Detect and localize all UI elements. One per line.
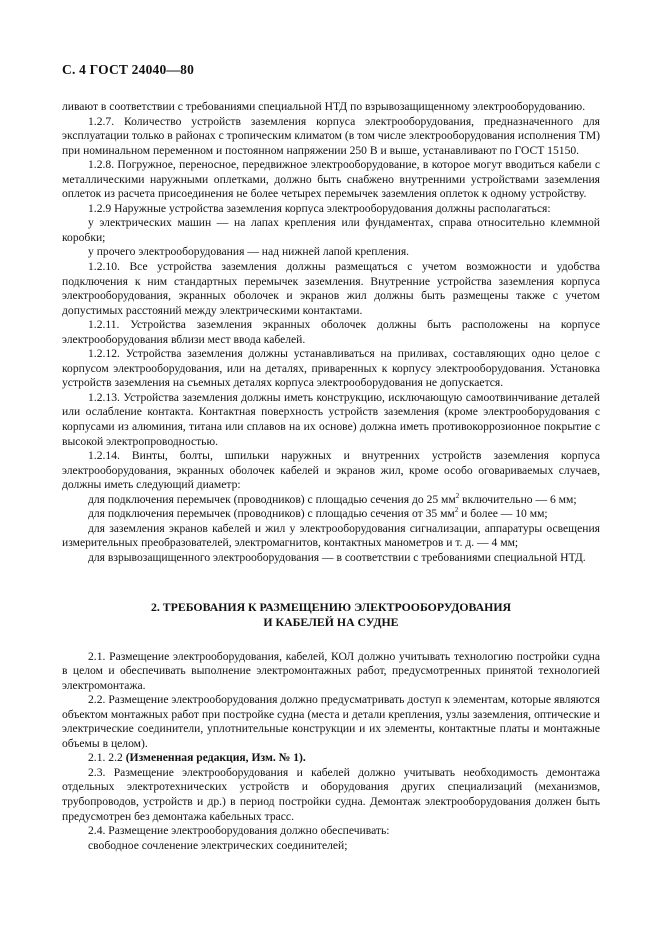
paragraph: 1.2.8. Погружное, переносное, передвижное электрооборудование, в которое могут вводиться кабели с металлическими наружными оплетками, должно быть снабжено внутренними устройствами заземления оплеток из расчета присоединения не более четырех перемычек заземления оплеток к одному устройству. [62,158,600,201]
text-fragment: для подключения перемычек (проводников) с площадью сечения до 25 мм [88,492,456,506]
paragraph: 1.2.13. Устройства заземления должны иметь конструкцию, исключающую самоотвинчивание деталей или ослабление контакта. Контактная поверхность устройств заземления (кроме электрооборудования с корпусами из алюминия, титана или сплавов на их основе) должна иметь противокоррозионное покрытие с высокой электропроводностью. [62,390,600,448]
document-page [62,62,600,853]
paragraph: 1.2.7. Количество устройств заземления корпуса электрооборудования, предназначенного для эксплуатации только в районах с тропическим климатом (в том числе электрооборудования исполнения ТМ) при номинальном переменном и постоянном напряжении 250 В и выше, устанавливают по ГОСТ 15150. [62,114,600,157]
paragraph: 2.2. Размещение электрооборудования должно предусматривать доступ к элементам, которые являются объектом монтажных работ при постройке судна (места и детали крепления, узлы заземления, оптические и электрические соединители, уплотнительные конструкции и их элементы, контактные платы и монтажные объемы в целом). [62,693,600,750]
section-title-line: И КАБЕЛЕЙ НА СУДНЕ [263,614,399,629]
paragraph: для заземления экранов кабелей и жил у электрооборудования сигнализации, аппаратуры освещения измерительных преобразователей, электромагнитов, контактных манометров и т. д. — 4 мм; [62,521,600,550]
text-fragment: для подключения перемычек (проводников) с площадью сечения от 35 мм [88,507,455,521]
amendment-note [62,751,600,766]
paragraph: ливают в соответствии с требованиями специальной НТД по взрывозащищенному электрооборудованию. [62,100,586,113]
paragraph: свободное сочленение электрических соединителей; [88,838,348,852]
document-body [62,100,600,853]
paragraph: для взрывозащищенного электрооборудования — в соответствии с требованиями специальной НТД. [88,550,586,564]
page-header: С. 4 ГОСТ 24040—80 [62,62,195,77]
paragraph-diameter-35 [62,507,600,522]
section-2-title [62,600,600,630]
amendment-label: (Измененная редакция, Изм. № 1). [125,751,306,765]
superscript: 2 [455,491,460,500]
superscript: 2 [454,506,459,515]
paragraph: 2.4. Размещение электрооборудования должно обеспечивать: [88,824,390,838]
paragraph: 2.3. Размещение электрооборудования и кабелей должно учитывать необходимость демонтажа отдельных электротехнических устройств и оборудования других специализаций (механизмов, трубопроводов, устройств и др.) в период постройки судна. Демонтаж электрооборудования должен быть предусмотрен без демонтажа кабельных трасс. [62,765,600,823]
text-fragment: включительно — 6 мм; [459,492,577,506]
paragraph: 2.1. Размещение электрооборудования, кабелей, КОЛ должно учитывать технологию постройки судна в целом и обеспечивать выполнение электромонтажных работ, предусмотренных принятой технологией электромонтажа. [62,649,600,692]
text-fragment: 2.1. 2.2 [88,751,126,765]
paragraph: 1.2.14. Винты, болты, шпильки наружных и внутренних устройств заземления корпуса электрооборудования, экранных оболочек кабелей и экранов жил, кроме особо оговариваемых случаев, должны иметь следующий диаметр: [62,449,600,492]
paragraph: 1.2.11. Устройства заземления экранных оболочек должны быть расположены на корпусе электрооборудования вблизи мест ввода кабелей. [62,318,600,346]
paragraph: у электрических машин — на лапах крепления или фундаментах, справа относительно клеммной коробки; [62,216,600,244]
paragraph: 1.2.12. Устройства заземления должны устанавливаться на приливах, составляющих одно целое с корпусом электрооборудования, или на деталях, приваренных к корпусу электрооборудования. Установка устройств заземления на съемных деталях корпуса электрооборудования не допускается. [62,347,600,390]
paragraph: 1.2.10. Все устройства заземления должны размещаться с учетом возможности и удобства подключения к ним стандартных перемычек заземления. Внутренние устройства заземления корпуса электрооборудования, экранных оболочек и экранов жил должны быть размещены также с учетом допустимых расстояний между электрическими контактами. [62,260,600,317]
section-title-line: 2. ТРЕБОВАНИЯ К РАЗМЕЩЕНИЮ ЭЛЕКТРООБОРУДОВАНИЯ [150,599,512,614]
paragraph: у прочего электрооборудования — над нижней лапой крепления. [88,245,410,259]
paragraph-diameter-25 [62,493,600,508]
paragraph: 1.2.9 Наружные устройства заземления корпуса электрооборудования должны располагаться: [88,201,551,215]
text-fragment: и более — 10 мм; [458,507,548,521]
